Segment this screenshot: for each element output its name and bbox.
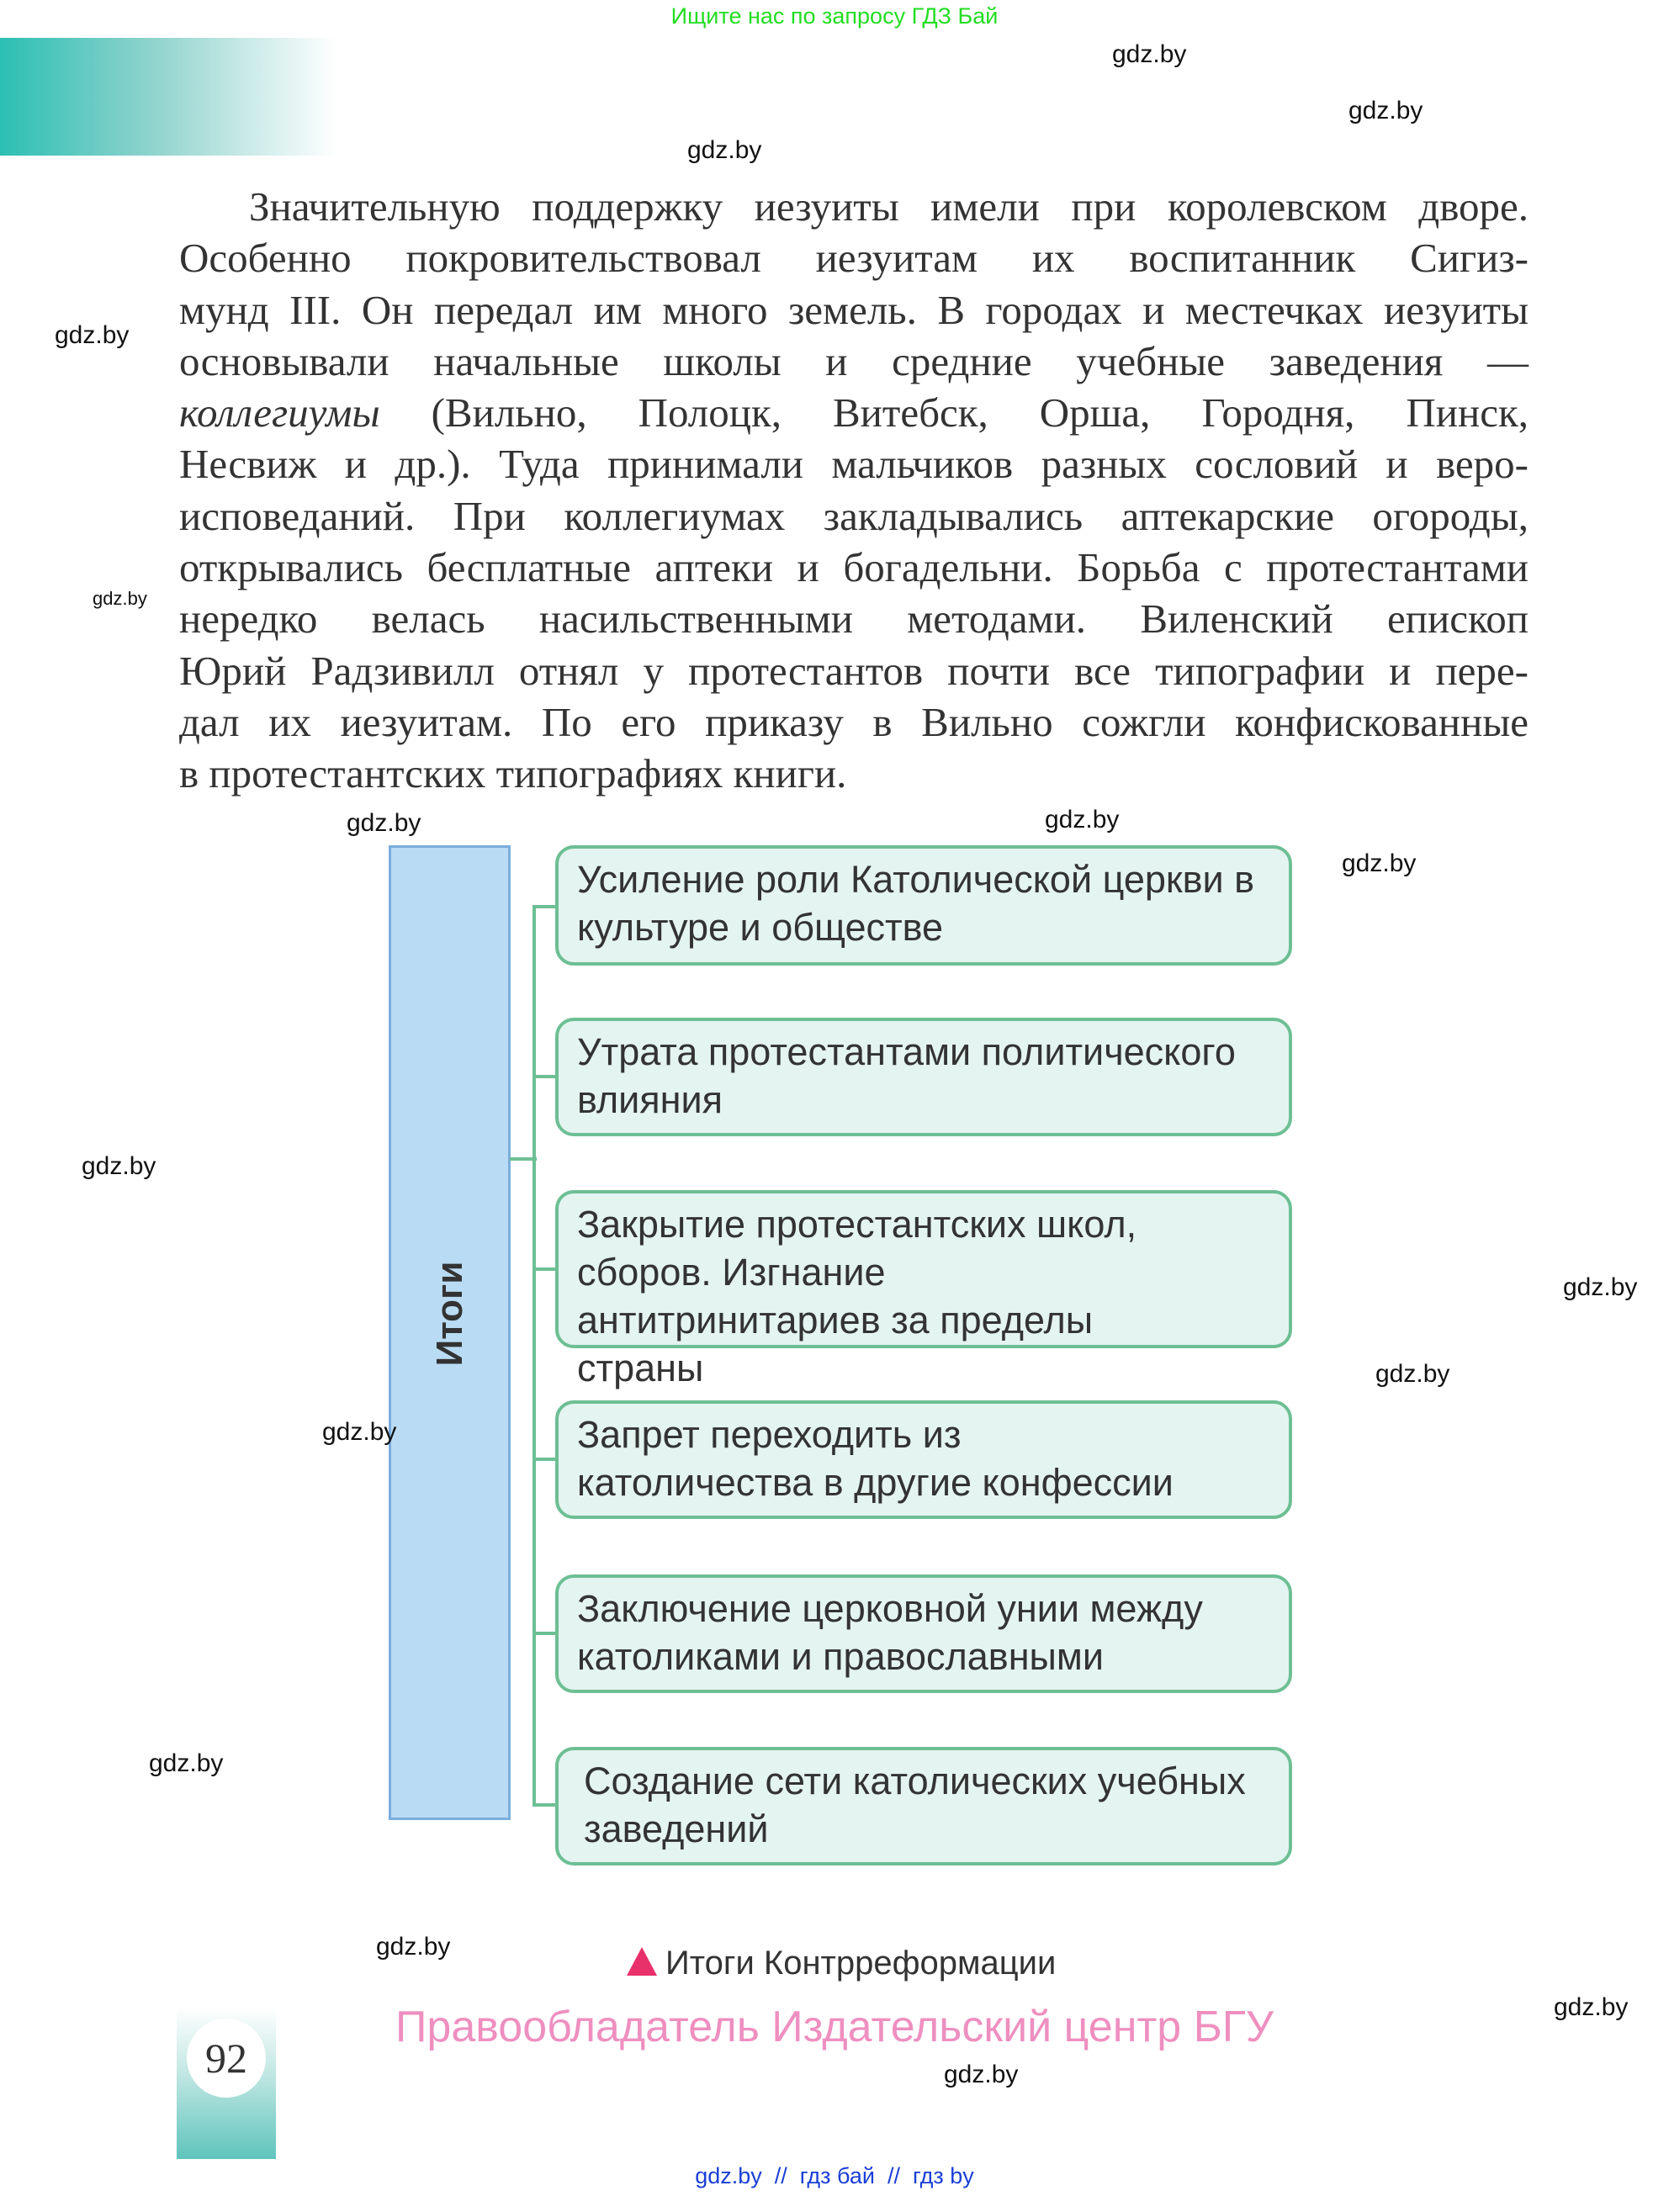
watermark: gdz.by xyxy=(376,1933,451,1961)
connector-line xyxy=(532,1075,558,1078)
watermark: gdz.by xyxy=(347,809,421,837)
triangle-icon xyxy=(627,1947,657,1976)
page-number: 92 xyxy=(187,2019,266,2098)
paragraph-line: исповеданий. При коллегиумах закладывались аптекарские огороды, xyxy=(179,492,1529,539)
figure-caption xyxy=(627,1945,1056,1982)
watermark: gdz.by xyxy=(944,2061,1019,2088)
watermark: gdz.by xyxy=(93,588,147,609)
caption-text: Итоги Контрреформации xyxy=(665,1945,1057,1982)
paragraph-line: в протестантских типографиях книги. xyxy=(179,750,847,797)
watermark: gdz.by xyxy=(322,1418,397,1446)
watermark: gdz.by xyxy=(1348,97,1423,124)
diagram-item: Усиление роли Католической церкви в культуре и обществе xyxy=(555,845,1292,966)
watermark: gdz.by xyxy=(1045,806,1120,833)
diagram-item: Создание сети католических учебных заведений xyxy=(555,1747,1292,1865)
diagram-root-label: Итоги xyxy=(428,1261,470,1367)
connector-line xyxy=(532,1267,558,1271)
paragraph-line: основывали начальные школы и средние учебные заведения — xyxy=(179,337,1529,384)
paragraph-line: открывались бесплатные аптеки и богадельни. Борьба с протестантами xyxy=(179,544,1529,591)
italic-term: коллегиумы xyxy=(179,389,380,437)
header-gradient-band xyxy=(0,38,336,156)
paragraph-line-rest: (Вильно, Полоцк, Витебск, Орша, Городня, Пинск, xyxy=(431,389,1529,437)
watermark: gdz.by xyxy=(1554,1993,1629,2021)
diagram-item: Запрет переходить из католичества в другие конфессии xyxy=(555,1400,1292,1519)
search-hint: Ищите нас по запросу ГДЗ Бай xyxy=(670,3,999,29)
paragraph-line: Значительную поддержку иезуиты имели при королевском дворе. xyxy=(249,183,1529,230)
footer-links[interactable]: gdz.by // гдз бай // гдз by xyxy=(695,2163,974,2188)
paragraph-line: Несвиж и др.). Туда принимали мальчиков разных сословий и веро- xyxy=(179,441,1529,488)
paragraph-line: Юрий Радзивилл отнял у протестантов почти все типографии и пере- xyxy=(179,647,1529,694)
watermark: gdz.by xyxy=(1112,40,1187,68)
connector-line xyxy=(532,1458,558,1461)
copyright-owner: Правообладатель Издательский центр БГУ xyxy=(395,2003,1274,2051)
watermark: gdz.by xyxy=(82,1152,156,1180)
paragraph-line: мунд III. Он передал им много земель. В городах и местечках иезуиты xyxy=(179,286,1529,333)
watermark: gdz.by xyxy=(1342,849,1417,877)
connector-line xyxy=(532,905,536,1807)
connector-line xyxy=(532,1803,558,1807)
watermark: gdz.by xyxy=(1375,1360,1450,1388)
watermark: gdz.by xyxy=(687,136,762,164)
body-paragraph xyxy=(179,181,1529,800)
diagram-item: Заключение церковной унии между католиками и православными xyxy=(555,1574,1292,1693)
connector-line xyxy=(532,905,558,908)
paragraph-line: нередко велась насильственными методами. Виленский епископ xyxy=(179,595,1529,643)
diagram-item: Утрата протестантами политического влияния xyxy=(555,1018,1292,1136)
watermark: gdz.by xyxy=(1563,1273,1638,1301)
paragraph-line: дал их иезуитам. По его приказу в Вильно сожгли конфискованные xyxy=(179,698,1529,745)
connector-line xyxy=(532,1632,558,1635)
paragraph-line xyxy=(179,387,1529,438)
watermark: gdz.by xyxy=(55,321,130,349)
watermark: gdz.by xyxy=(149,1749,224,1777)
diagram-item: Закрытие протестантских школ, сборов. Изгнание антитринитариев за пределы страны xyxy=(555,1190,1292,1348)
paragraph-line: Особенно покровительствовал иезуитам их воспитанник Сигиз- xyxy=(179,235,1529,282)
